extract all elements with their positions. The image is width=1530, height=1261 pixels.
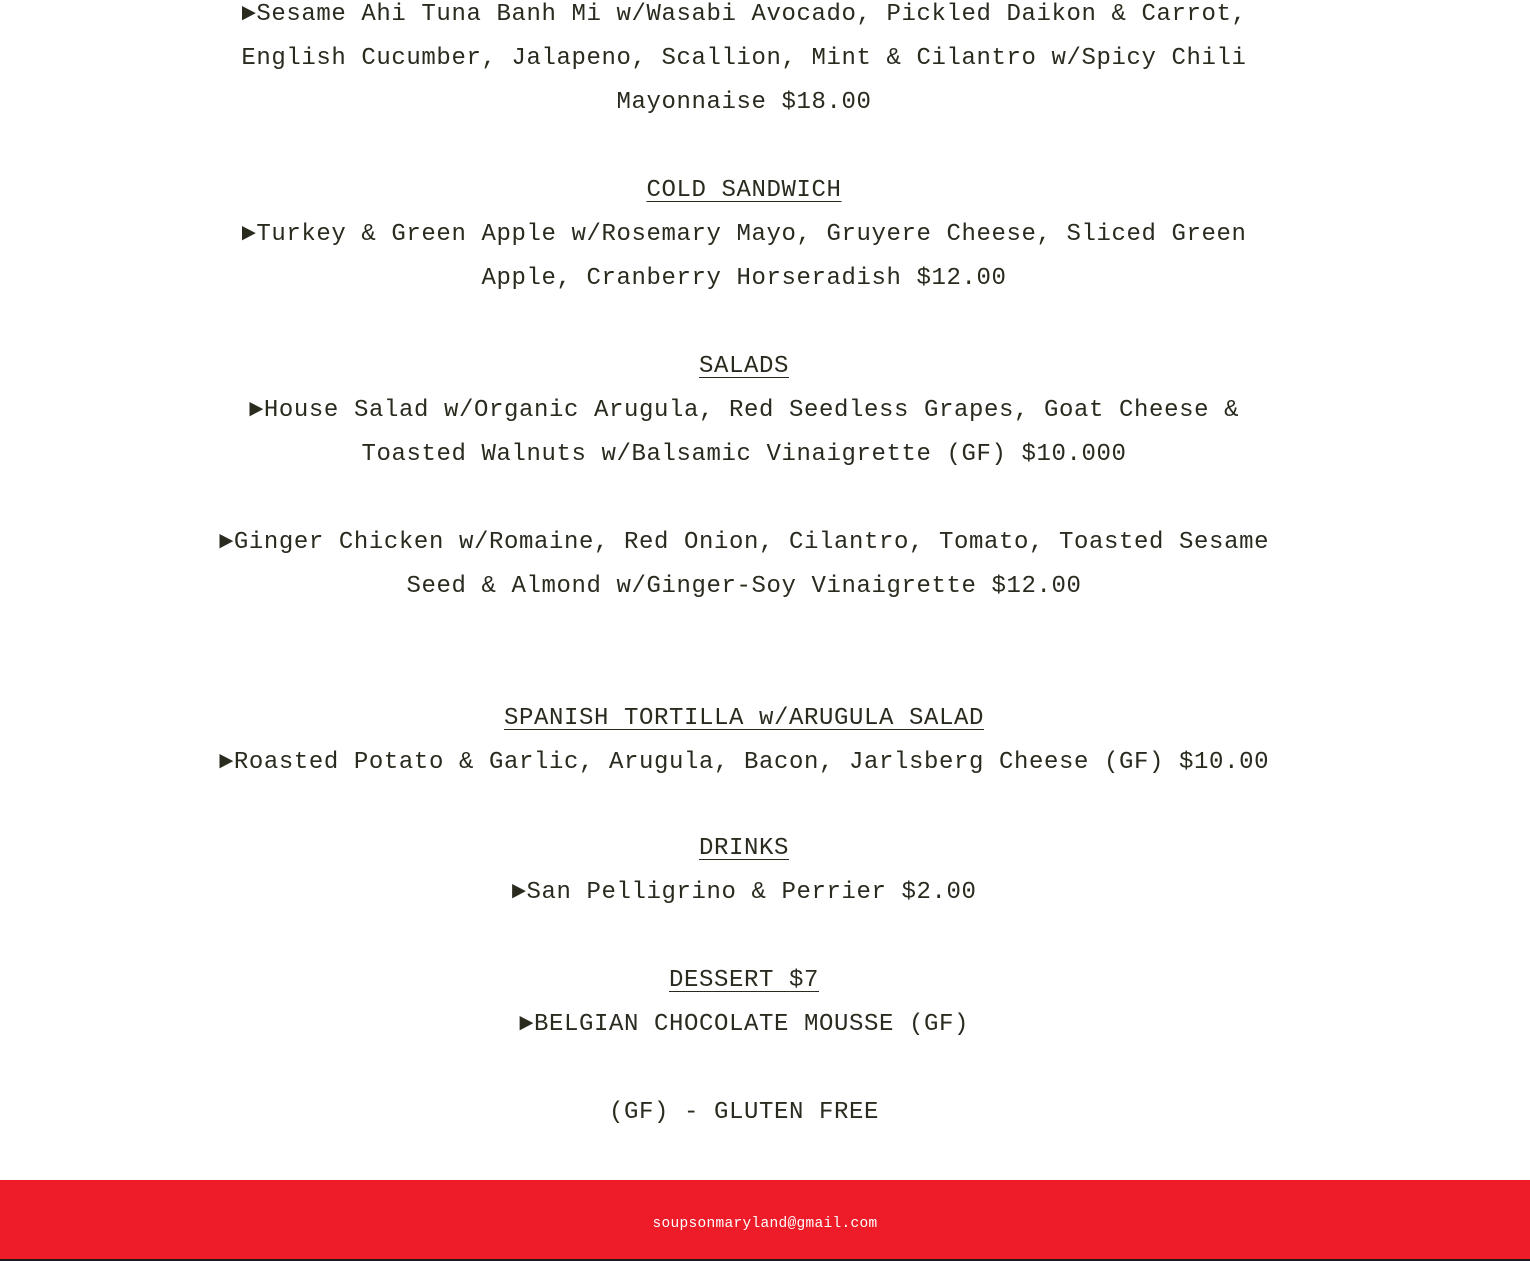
drinks-heading: DRINKS — [698, 835, 789, 862]
house-salad-line-1: ►House Salad w/Organic Arugula, Red Seedless Grapes, Goat Cheese & — [248, 397, 1240, 424]
spanish-tortilla-item: ►Roasted Potato & Garlic, Arugula, Bacon, Jarlsberg Cheese (GF) $10.00 — [218, 749, 1270, 776]
ginger-chicken-salad-line-1: ►Ginger Chicken w/Romaine, Red Onion, Cilantro, Tomato, Toasted Sesame — [218, 529, 1270, 556]
salads-heading: SALADS — [698, 353, 789, 380]
drinks-item: ►San Pelligrino & Perrier $2.00 — [511, 879, 977, 906]
house-salad-line-2: Toasted Walnuts w/Balsamic Vinaigrette (GF) $10.000 — [361, 441, 1127, 468]
footer-email-link[interactable]: soupsonmaryland@gmail.com — [652, 1216, 878, 1232]
dessert-item: ►BELGIAN CHOCOLATE MOUSSE (GF) — [518, 1011, 970, 1038]
spanish-tortilla-heading: SPANISH TORTILLA w/ARUGULA SALAD — [503, 705, 985, 732]
dessert-heading: DESSERT $7 — [668, 967, 820, 994]
ginger-chicken-salad-line-2: Seed & Almond w/Ginger-Soy Vinaigrette $12.00 — [406, 573, 1082, 600]
banh-mi-line-3: Mayonnaise $18.00 — [616, 89, 872, 116]
turkey-sandwich-line-2: Apple, Cranberry Horseradish $12.00 — [481, 265, 1007, 292]
cold-sandwich-heading: COLD SANDWICH — [646, 177, 842, 204]
gluten-free-note: (GF) - GLUTEN FREE — [608, 1099, 880, 1126]
turkey-sandwich-line-1: ►Turkey & Green Apple w/Rosemary Mayo, Gruyere Cheese, Sliced Green — [241, 221, 1247, 248]
banh-mi-line-2: English Cucumber, Jalapeno, Scallion, Mint & Cilantro w/Spicy Chili — [241, 45, 1247, 72]
footer-bar — [0, 1180, 1530, 1261]
banh-mi-line-1: ►Sesame Ahi Tuna Banh Mi w/Wasabi Avocado, Pickled Daikon & Carrot, — [241, 1, 1247, 28]
